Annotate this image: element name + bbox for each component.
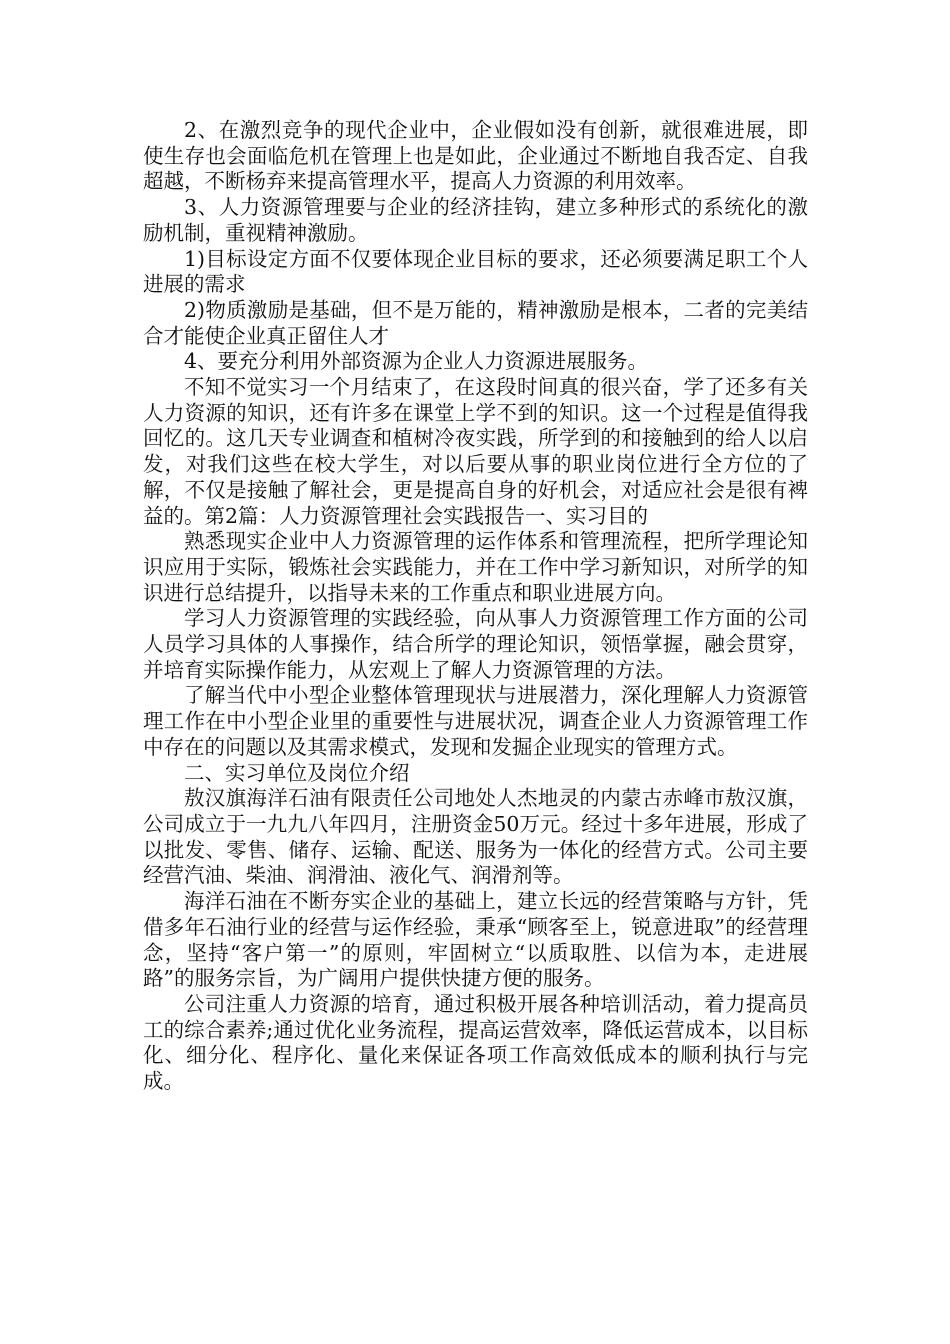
section-heading-unit-intro: 二、实习单位及岗位介绍 [184, 760, 410, 785]
paragraph-incentive-mechanism: 3、人力资源管理要与企业的经济挂钩，建立多种形式的系统化的激励机制，重视精神激励。 [143, 195, 808, 245]
paragraph-internship-summary: 不知不觉实习一个月结束了，在这段时间真的很兴奋，学了还多有关人力资源的知识，还有许多在课堂上学不到的知识。这一个过程是值得我回忆的。这几天专业调查和植树冷夜实践，所学到的和接触到的给人以启发，对我们这些在校大学生，对以后要从事的职业岗位进行全方位的了解，不仅是接触了解社会，更是提高自身的好机会，对适应社会是很有裨益的。第2篇：人力资源管理社会实践报告一、实习目的 [143, 375, 808, 528]
paragraph-company-intro: 敖汉旗海洋石油有限责任公司地处人杰地灵的内蒙古赤峰市敖汉旗，公司成立于一九九八年四月，注册资金50万元。经过十多年进展，形成了以批发、零售、储存、运输、配送、服务为一体化的经营方式。公司主要经营汽油、柴油、润滑油、液化气、润滑剂等。 [143, 786, 808, 888]
paragraph-company-hr: 公司注重人力资源的培育，通过积极开展各种培训活动，着力提高员工的综合素养;通过优化业务流程，提高运营效率，降低运营成本，以目标化、细分化、程序化、量化来保证各项工作高效低成本的顺利执行与完成。 [143, 991, 808, 1094]
paragraph-innovation: 2、在激烈竞争的现代企业中，企业假如没有创新，就很难进展，即使生存也会面临危机在管理上也是如此，企业通过不断地自我否定、自我超越，不断杨弃来提高管理水平，提高人力资源的利用效率。 [143, 118, 808, 194]
paragraph-company-strategy: 海洋石油在不断夯实企业的基础上，建立长远的经营策略与方针，凭借多年石油行业的经营与运作经验，秉承“顾客至上，锐意进取”的经营理念，坚持“客户第一”的原则，牢固树立“以质取胜、以信为本，走进展路”的服务宗旨，为广阔用户提供快捷方便的服务。 [143, 889, 808, 991]
paragraph-goal-setting: 1)目标设定方面不仅要体现企业目标的要求，还必须要满足职工个人进展的需求 [143, 246, 808, 297]
paragraph-purpose-familiarize: 熟悉现实企业中人力资源管理的运作体系和管理流程，把所学理论知识应用于实际，锻炼社会实践能力，并在工作中学习新知识，对所学的知识进行总结提升，以指导未来的工作重点和职业进展方向。 [143, 529, 808, 605]
document-body [143, 118, 808, 1095]
paragraph-purpose-understand: 了解当代中小型企业整体管理现状与进展潜力，深化理解人力资源管理工作在中小型企业里的重要性与进展状况，调查企业人力资源管理工作中存在的问题以及其需求模式，发现和发掘企业现实的管理方式。 [143, 683, 808, 759]
paragraph-external-resources: 4、要充分利用外部资源为企业人力资源进展服务。 [184, 349, 649, 374]
paragraph-purpose-learn: 学习人力资源管理的实践经验，向从事人力资源管理工作方面的公司人员学习具体的人事操作，结合所学的理论知识，领悟掌握，融会贯穿，并培育实际操作能力，从宏观上了解人力资源管理的方法。 [143, 606, 808, 682]
paragraph-material-incentive: 2)物质激励是基础，但不是万能的，精神激励是根本，二者的完美结合才能使企业真正留住人才 [143, 297, 808, 348]
